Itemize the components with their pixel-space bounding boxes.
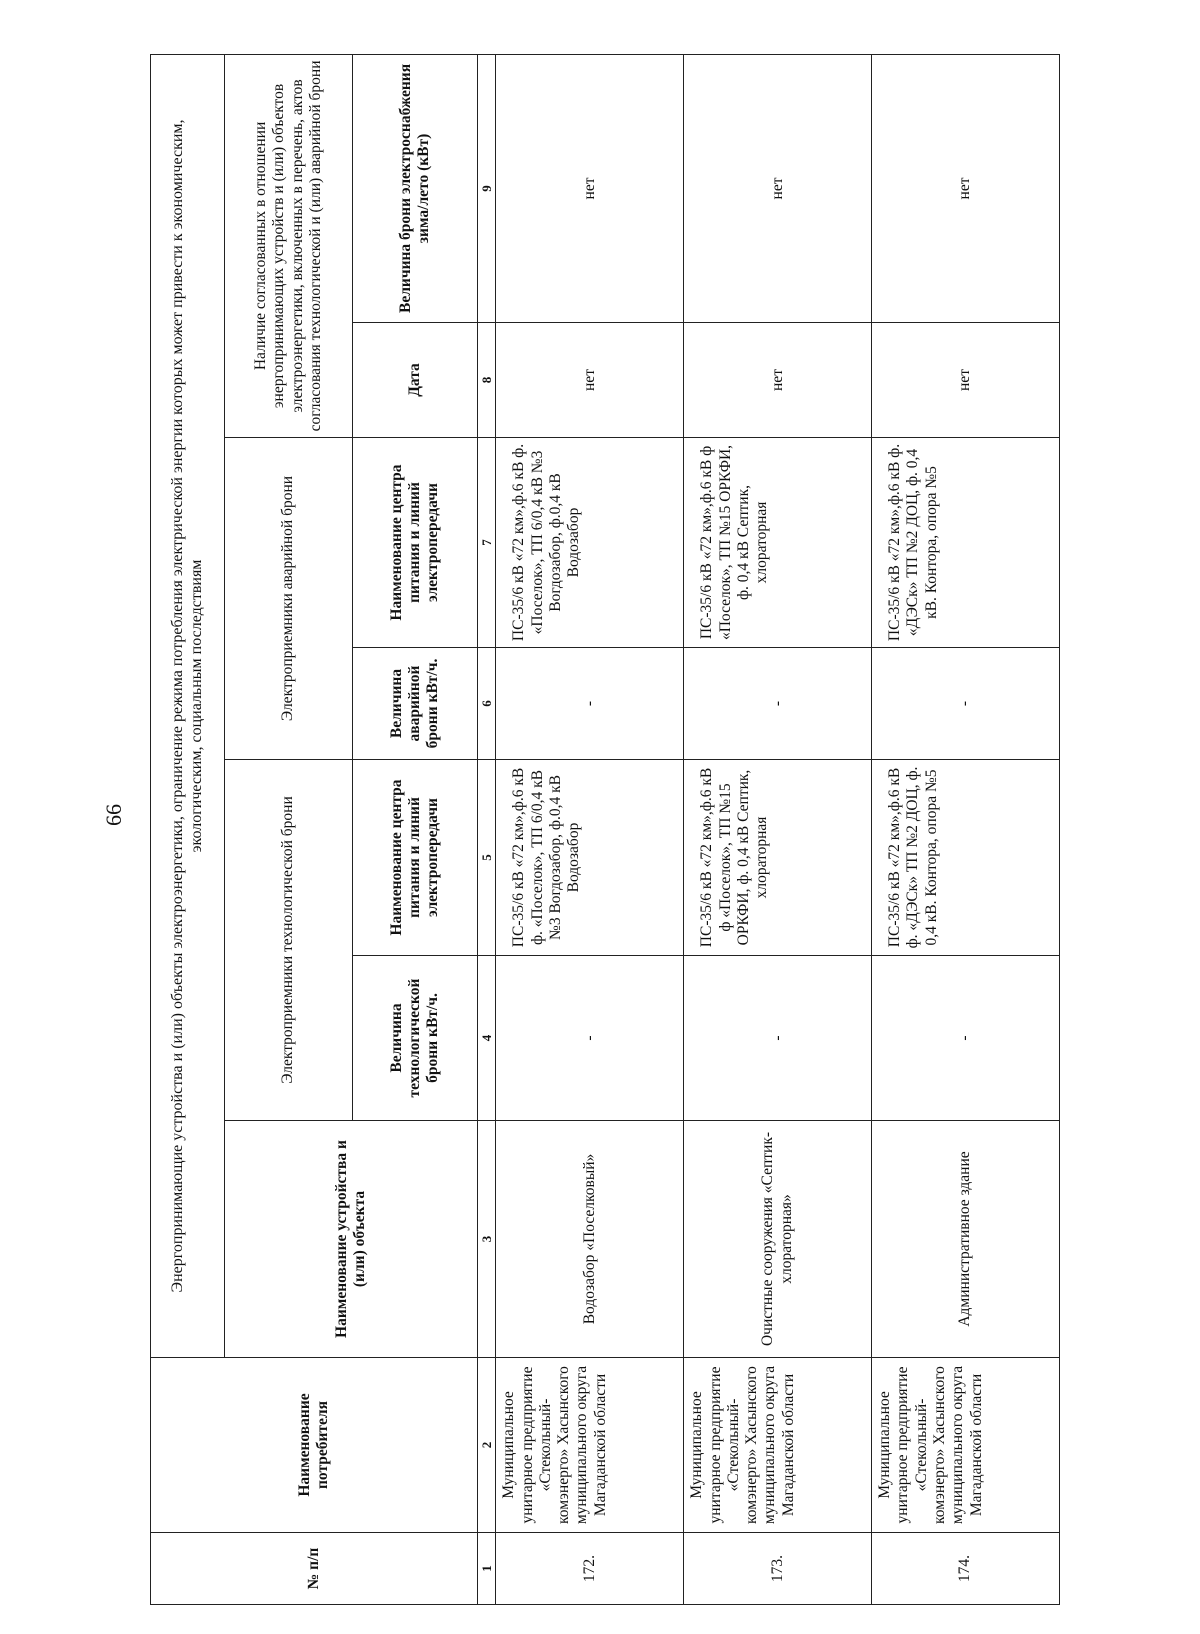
consumer-name: Муниципальное унитарное предприятие «Стекольный-комэнерго» Хасынского муниципального округа Магаданской области — [684, 1358, 872, 1533]
table-row — [496, 54, 684, 1604]
tech-reserve-value: - — [496, 956, 684, 1121]
tech-reserve-value: - — [684, 956, 872, 1121]
column-number: 9 — [478, 54, 496, 322]
column-number: 6 — [478, 648, 496, 760]
column-number: 8 — [478, 323, 496, 438]
header-group-avar: Электроприемники аварийной брони — [225, 438, 353, 760]
row-number: 173. — [684, 1533, 872, 1605]
object-name: Очистные сооружения «Септик-хлораторная» — [684, 1121, 872, 1358]
header-reserve: Величина брони электроснабжения зима/лето (кВт) — [353, 54, 478, 322]
avar-reserve-value: - — [496, 648, 684, 760]
reserve-value: нет — [496, 54, 684, 322]
column-number: 7 — [478, 438, 496, 648]
agreement-date: нет — [496, 323, 684, 438]
column-number: 1 — [478, 1533, 496, 1605]
tech-power-line: ПС-35/6 кВ «72 км»,ф.6 кВ ф. «Поселок», ТП 6/0,4 кВ №3 Вогдозабор, ф.0,4 кВ Водозабор — [496, 760, 684, 956]
object-name: Водозабор «Поселковый» — [496, 1121, 684, 1358]
row-number: 174. — [872, 1533, 1060, 1605]
tech-power-line: ПС-35/6 кВ «72 км»,ф.6 кВ ф. «ДЭСк» ТП №2 ДОЦ, ф. 0,4 кВ. Контора, опора №5 — [872, 760, 1060, 956]
avar-power-line: ПС-35/6 кВ «72 км»,ф.6 кВ ф. «Поселок», ТП 6/0,4 кВ №3 Вогдозабор, ф.0,4 кВ Водозабор — [496, 438, 684, 648]
column-number: 4 — [478, 956, 496, 1121]
header-num: № п/п — [151, 1533, 478, 1605]
column-number: 3 — [478, 1121, 496, 1358]
avar-power-line: ПС-35/6 кВ «72 км»,ф.6 кВ ф «Поселок», ТП №15 ОРКФИ, ф. 0,4 кВ Септик, хлораторная — [684, 438, 872, 648]
header-avar-line: Наименование центра питания и линий электропередачи — [353, 438, 478, 648]
consumer-name: Муниципальное унитарное предприятие «Стекольный-комэнерго» Хасынского муниципального округа Магаданской области — [496, 1358, 684, 1533]
table-row — [684, 54, 872, 1604]
avar-reserve-value: - — [684, 648, 872, 760]
object-name: Административное здание — [872, 1121, 1060, 1358]
agreement-date: нет — [872, 323, 1060, 438]
header-object: Наименование устройства и (или) объекта — [225, 1121, 478, 1358]
tech-power-line: ПС-35/6 кВ «72 км»,ф.6 кВ ф «Поселок», ТП №15 ОРКФИ, ф. 0,4 кВ Септик, хлораторная — [684, 760, 872, 956]
agreement-date: нет — [684, 323, 872, 438]
header-consumer: Наименование потребителя — [151, 1358, 478, 1533]
column-number: 2 — [478, 1358, 496, 1533]
header-group-tech: Электроприемники технологической брони — [225, 760, 353, 1121]
table-row — [872, 54, 1060, 1604]
rotated-page-content — [150, 55, 1060, 1605]
header-tech-value: Величина технологической брони кВт/ч. — [353, 956, 478, 1121]
header-group-agreed: Наличие согласованных в отношении энергопринимающих устройств и (или) объектов электроэнергетики, включенных в перечень, актов согласования технологической и (или) аварийной брони — [225, 54, 353, 437]
tech-reserve-value: - — [872, 956, 1060, 1121]
column-number-row — [478, 54, 496, 1604]
avar-reserve-value: - — [872, 648, 1060, 760]
avar-power-line: ПС-35/6 кВ «72 км»,ф.6 кВ ф. «ДЭСк» ТП №2 ДОЦ, ф. 0,4 кВ. Контора, опора №5 — [872, 438, 1060, 648]
consumer-table — [150, 54, 1060, 1605]
reserve-value: нет — [872, 54, 1060, 322]
page-number: 66 — [101, 804, 126, 826]
consumer-name: Муниципальное унитарное предприятие «Стекольный-комэнерго» Хасынского муниципального округа Магаданской области — [872, 1358, 1060, 1533]
header-avar-value: Величина аварийной брони кВт/ч. — [353, 648, 478, 760]
header-main: Энергопринимающие устройства и (или) объекты электроэнергетики, ограничение режима потребления электрической энергии которых может привести к экономическим, экологическим, социальным последствиям — [151, 54, 225, 1357]
header-date: Дата — [353, 323, 478, 438]
row-number: 172. — [496, 1533, 684, 1605]
column-number: 5 — [478, 760, 496, 956]
reserve-value: нет — [684, 54, 872, 322]
header-tech-line: Наименование центра питания и линий электропередачи — [353, 760, 478, 956]
